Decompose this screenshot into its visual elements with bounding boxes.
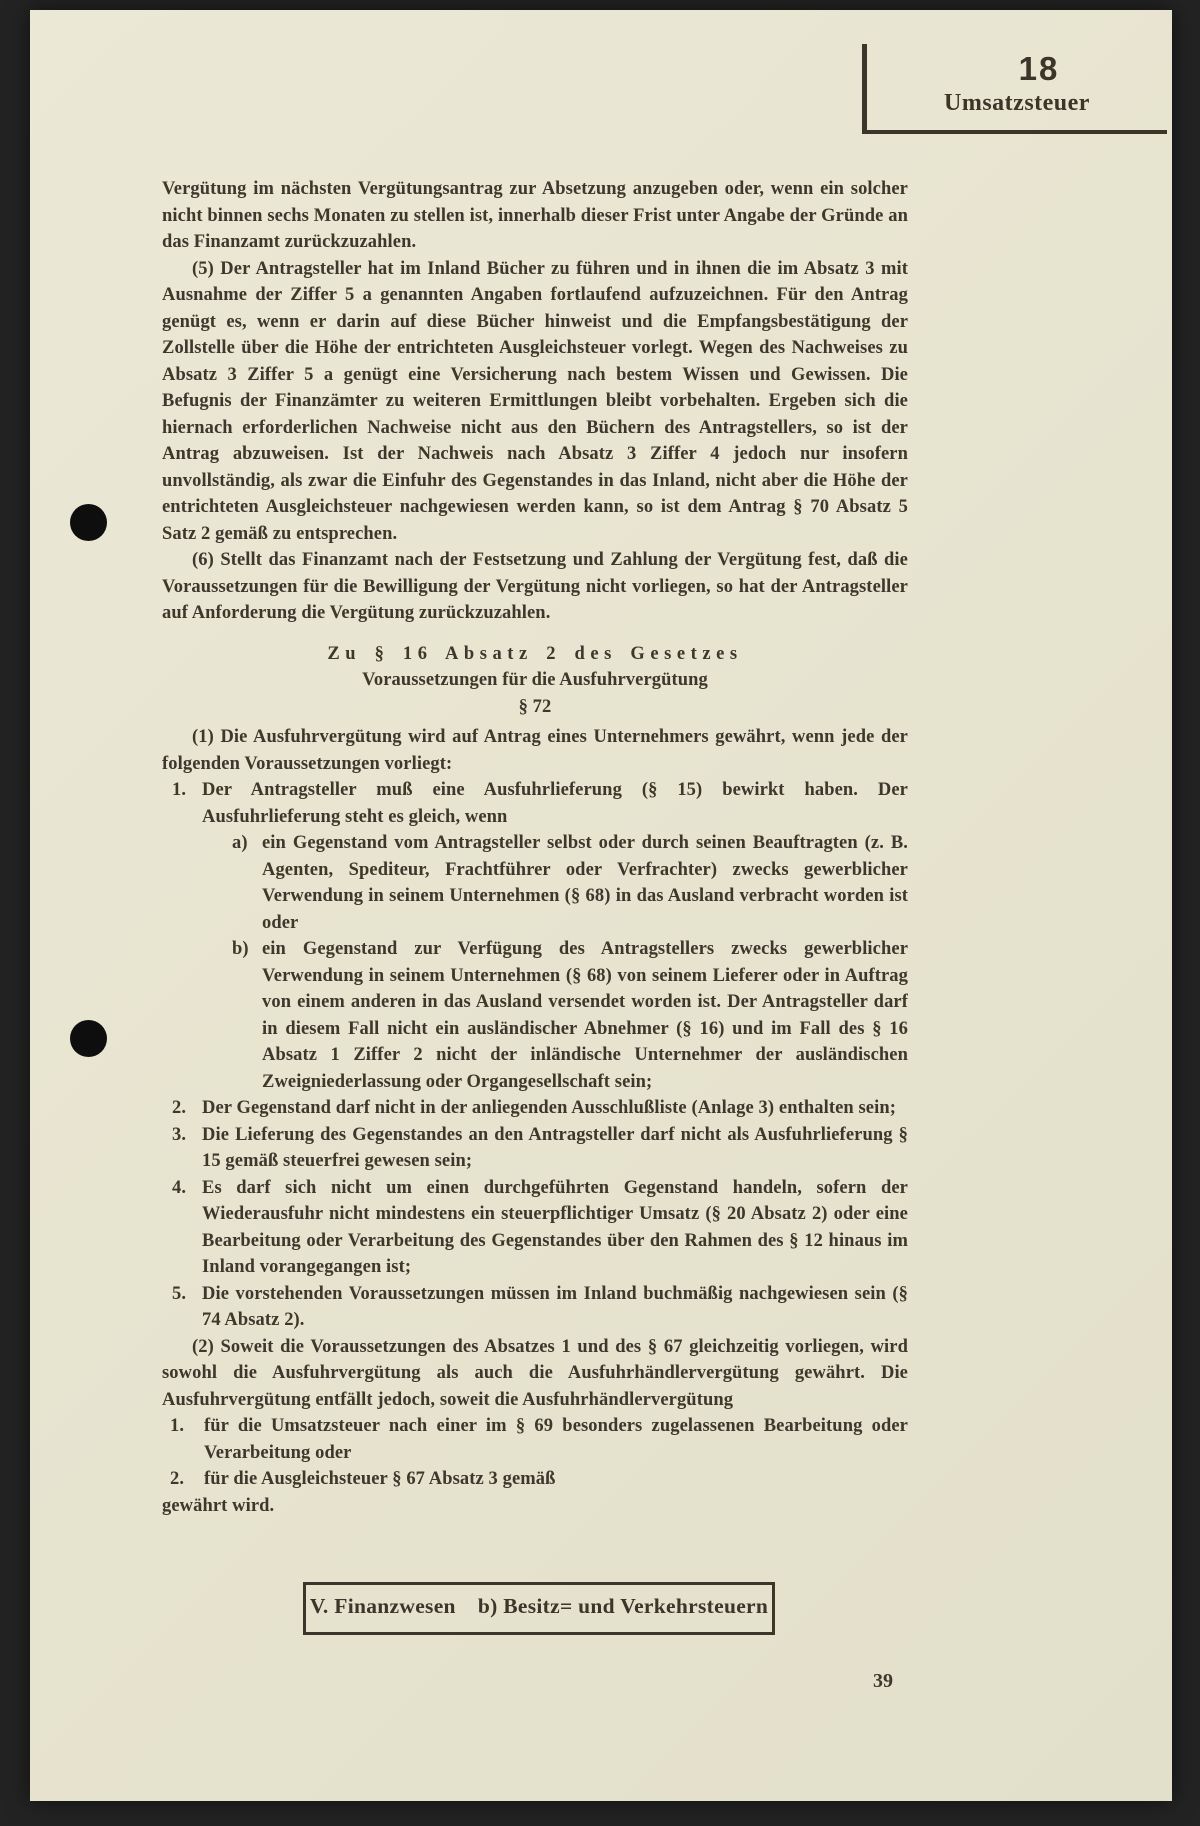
punch-hole-top — [70, 504, 107, 541]
list-marker: b) — [232, 939, 249, 959]
punch-hole-bottom — [70, 1020, 107, 1057]
heading-reference: Zu § 16 Absatz 2 des Gesetzes — [327, 643, 743, 664]
paragraph-6: (6) Stellt das Finanzamt nach der Festsetzung und Zahlung der Vergütung fest, daß die Voraussetzungen für die Bewilligung der Vergütung nicht vorliegen, so hat der Antragsteller auf Anforderung die Vergütung zurückzuzahlen. — [162, 550, 908, 623]
classification-category: V. Finanzwesen — [309, 1594, 456, 1618]
document-body — [162, 176, 908, 1578]
classification-box — [303, 1582, 775, 1635]
list-item-1 — [162, 777, 908, 830]
document-page — [30, 10, 1172, 1801]
list-marker: 1. — [172, 780, 187, 800]
paragraph-1: (1) Die Ausfuhrvergütung wird auf Antrag eines Unternehmers gewährt, wenn jede der folgenden Voraussetzungen vorliegt: — [162, 727, 908, 774]
list-marker: a) — [232, 833, 248, 853]
paragraph-closing: gewährt wird. — [162, 1495, 275, 1516]
list-item-text: für die Umsatzsteuer nach einer im § 69 besonders zugelassenen Bearbeitung oder Verarbeitung oder — [204, 1416, 908, 1463]
paragraph-5: (5) Der Antragsteller hat im Inland Bücher zu führen und in ihnen die im Absatz 3 mit Ausnahme der Ziffer 5 a genannten Angaben fortlaufend aufzuzeichnen. Für den Antrag genügt es, wenn er darin auf diese Bücher hinweist und die Empfangsbestätigung der Zollstelle über die Höhe der entrichteten Ausgleichsteuer vorlegt. Wegen des Nachweises zu Absatz 3 Ziffer 5 a genügt eine Versicherung nach bestem Wissen und Gewissen. Die Befugnis der Finanzämter zu weiteren Ermittlungen bleibt vorbehalten. Ergeben sich die hiernach erforderlichen Nachweise nicht aus den Büchern des Antragstellers, so ist der Antrag abzuweisen. Ist der Nachweis nach Absatz 3 Ziffer 4 jedoch nur insofern unvollständig, als zwar die Einfuhr des Gegenstandes in das Inland, nicht aber die Höhe der entrichteten Ausgleichsteuer nachgewiesen werden kann, so ist dem Antrag § 70 Absatz 5 Satz 2 gemäß zu entsprechen. — [162, 258, 908, 544]
list-subitem-a — [162, 830, 908, 936]
list-item-text: ein Gegenstand zur Verfügung des Antragstellers zwecks gewerblicher Verwendung in seinem Unternehmen (§ 68) von seinem Lieferer oder in Auftrag von einem anderen in das Ausland versendet worden ist. Der Antragsteller darf in diesem Fall nicht ein ausländischer Abnehmer (§ 16) und im Fall des § 16 Absatz 1 Ziffer 2 nicht der inländische Unternehmer der ausländischen Zweigniederlassung oder Organgesellschaft sein; — [262, 939, 908, 1092]
list-item-text: Der Antragsteller muß eine Ausfuhrlieferung (§ 15) bewirkt haben. Der Ausfuhrlieferung steht es gleich, wenn — [202, 780, 908, 827]
sublist-item-2 — [162, 1466, 908, 1493]
list-marker: 5. — [172, 1283, 187, 1304]
list-item-2 — [162, 1095, 908, 1122]
list-marker: 3. — [172, 1124, 187, 1145]
heading-paragraph-number: § 72 — [518, 696, 552, 717]
page-number: 39 — [873, 1670, 893, 1692]
list-subitem-b — [162, 936, 908, 1095]
list-item-3 — [162, 1122, 908, 1175]
list-marker: 1. — [170, 1416, 185, 1436]
list-item-text: Es darf sich nicht um einen durchgeführten Gegenstand handeln, sofern der Wiederausfuhr nicht mindestens ein steuerpflichtiger Umsatz (§ 20 Absatz 2) oder eine Bearbeitung oder Verarbeitung des Gegenstandes über den Rahmen des § 12 hinaus im Inland vorangegangen ist; — [202, 1177, 908, 1277]
heading-title: Voraussetzungen für die Ausfuhrvergütung — [362, 670, 708, 690]
list-item-text: Der Gegenstand darf nicht in der anliegenden Ausschlußliste (Anlage 3) enthalten sein; — [202, 1098, 897, 1118]
classification-subcategory: b) Besitz= und Verkehrsteuern — [477, 1594, 769, 1618]
list-item-5 — [162, 1281, 908, 1334]
section-title: Umsatzsteuer — [944, 90, 1090, 116]
list-item-text: für die Ausgleichsteuer § 67 Absatz 3 gemäß — [204, 1469, 556, 1489]
corner-header — [862, 44, 1167, 134]
list-marker: 4. — [172, 1177, 187, 1198]
list-item-4 — [162, 1175, 908, 1281]
list-item-text: Die vorstehenden Voraussetzungen müssen im Inland buchmäßig nachgewiesen sein (§ 74 Absatz 2). — [202, 1283, 908, 1330]
sublist-item-1 — [162, 1413, 908, 1466]
list-marker: 2. — [172, 1098, 187, 1118]
section-heading — [162, 641, 908, 721]
section-number: 18 — [1018, 50, 1060, 87]
list-item-text: ein Gegenstand vom Antragsteller selbst oder durch seinen Beauftragten (z. B. Agenten, Spediteur, Frachtführer oder Verfrachter) zwecks gewerblicher Verwendung in seinem Unternehmen (§ 68) in das Ausland verbracht worden ist oder — [262, 833, 908, 933]
paragraph-2: (2) Soweit die Voraussetzungen des Absatzes 1 und des § 67 gleichzeitig vorliegen, wird sowohl die Ausfuhrvergütung als auch die Ausfuhrhändlervergütung gewährt. Die Ausfuhrvergütung entfällt jedoch, soweit die Ausfuhrhändlervergütung — [162, 1336, 908, 1410]
list-marker: 2. — [170, 1469, 185, 1489]
list-item-text: Die Lieferung des Gegenstandes an den Antragsteller darf nicht als Ausfuhrlieferung § 15 gemäß steuerfrei gewesen sein; — [202, 1124, 908, 1171]
paragraph-continuation: Vergütung im nächsten Vergütungsantrag zur Absetzung anzugeben oder, wenn ein solcher nicht binnen sechs Monaten zu stellen ist, innerhalb dieser Frist unter Angabe der Gründe an das Finanzamt zurückzuzahlen. — [162, 179, 908, 252]
